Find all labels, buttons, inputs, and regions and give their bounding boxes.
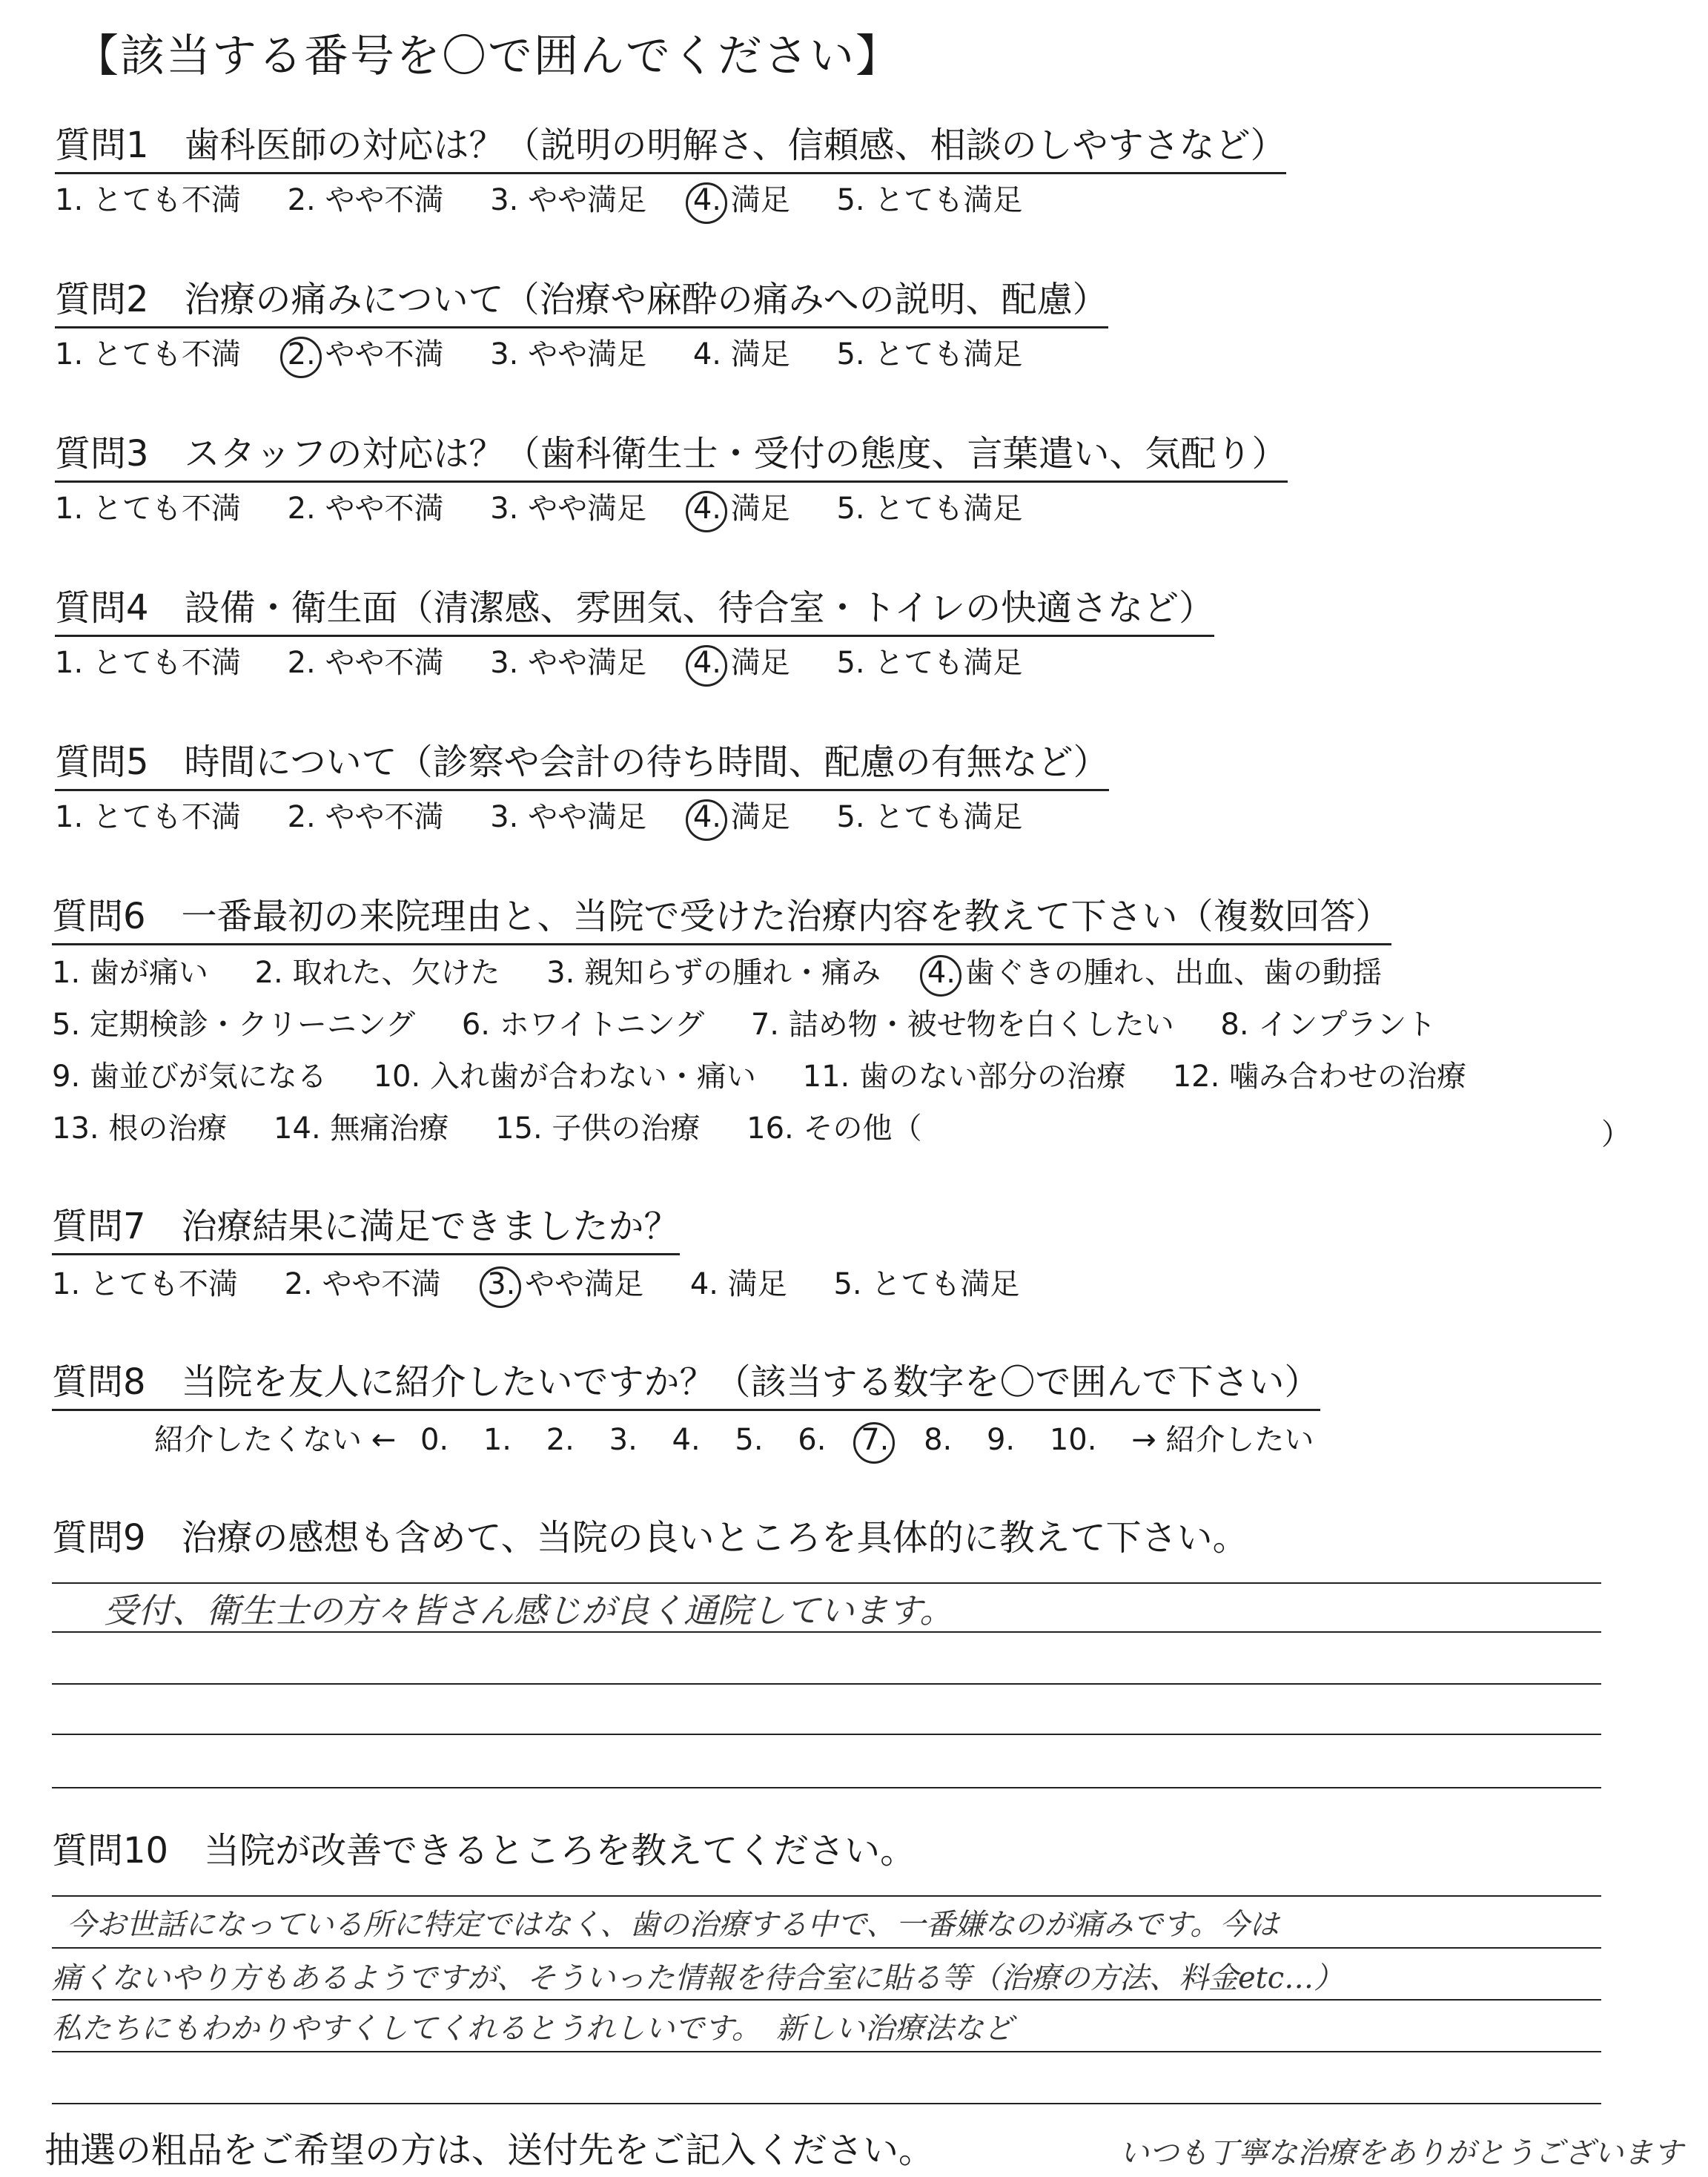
q10-answer-line-4 [52,2051,1601,2052]
q6-option-15[interactable]: 15. 子供の治療 [495,1111,701,1146]
q8-option-3[interactable]: 3. [609,1423,638,1457]
q10-answer-line-3 [52,1999,1601,2001]
question-6-label: 質問6 一番最初の来院理由と、当院で受けた治療内容を教えて下さい（複数回答） [52,896,1391,945]
q10-answer-line-2 [52,1947,1601,1949]
q6-option-3[interactable]: 3. 親知らずの腫れ・痛み [546,956,881,990]
q8-option-0[interactable]: 0. [420,1423,449,1457]
q3-option-4[interactable]: 4. 満足 [692,492,790,526]
q10-handwritten-line-2[interactable]: 痛くないやり方もあるようですが、そういった情報を待合室に貼る等（治療の方法、料金etc…） [52,1961,1344,1995]
q3-option-2[interactable]: 2. やや不満 [287,492,444,526]
q7-option-4[interactable]: 4. 満足 [689,1267,787,1301]
q5-option-2[interactable]: 2. やや不満 [287,800,444,834]
q10-answer-line-1 [52,1895,1601,1897]
footer-prize-label: 抽選の粗品をご希望の方は、送付先をご記入ください。 [44,2130,935,2171]
q8-right-label: → 紹介したい [1131,1423,1314,1457]
q4-option-4[interactable]: 4. 満足 [692,646,790,680]
q9-answer-line-2 [52,1631,1601,1633]
question-8-label: 質問8 当院を友人に紹介したいですか？（該当する数字を〇で囲んで下さい） [52,1361,1320,1411]
q6-option-16[interactable]: 16. その他（ [747,1111,922,1146]
q8-option-1[interactable]: 1. [483,1423,512,1457]
q8-option-7[interactable]: 7. [861,1423,890,1457]
question-4-label: 質問4 設備・衛生面（清潔感、雰囲気、待合室・トイレの快適さなど） [55,587,1214,637]
question-7-label: 質問7 治療結果に満足できましたか？ [52,1206,680,1255]
q9-handwritten-answer[interactable]: 受付、衛生士の方々皆さん感じが良く通院しています。 [104,1590,954,1631]
q6-option-2[interactable]: 2. 取れた、欠けた [254,956,500,990]
question-1-options [55,182,1059,218]
question-3-label: 質問3 スタッフの対応は？（歯科衛生士・受付の態度、言葉遣い、気配り） [55,433,1288,483]
q10-handwritten-line-3[interactable]: 私たちにもわかりやすくしてくれるとうれしいです。 新しい治療法など [52,2012,1013,2046]
q10-handwritten-line-1[interactable]: 今お世話になっている所に特定ではなく、歯の治療する中で、一番嫌なのが痛みです。今は [67,1908,1280,1942]
q6-option-1[interactable]: 1. 歯が痛い [52,956,208,990]
form-title: 【該当する番号を〇で囲んでください】 [74,30,901,82]
q7-option-1[interactable]: 1. とても不満 [52,1267,238,1301]
q1-option-4[interactable]: 4. 満足 [692,183,790,217]
q1-option-3[interactable]: 3. やや満足 [490,183,647,217]
q9-answer-line-5 [52,1787,1601,1788]
q8-option-9[interactable]: 9. [986,1423,1016,1457]
question-6-row-3 [52,1059,1503,1094]
q6-option-12[interactable]: 12. 噛み合わせの治療 [1172,1060,1467,1094]
q6-option-11[interactable]: 11. 歯のない部分の治療 [802,1060,1126,1094]
question-5-label: 質問5 時間について（診察や会計の待ち時間、配慮の有無など） [55,741,1109,791]
q6-option-5[interactable]: 5. 定期検診・クリーニング [52,1008,416,1042]
question-5-options [55,799,1059,835]
q3-option-5[interactable]: 5. とても満足 [836,492,1023,526]
q8-option-4[interactable]: 4. [672,1423,701,1457]
q5-option-1[interactable]: 1. とても不満 [55,800,241,834]
q6-other-close-paren: ） [1601,1117,1631,1152]
q5-option-3[interactable]: 3. やや満足 [490,800,647,834]
question-10-label: 質問10 当院が改善できるところを教えてください。 [52,1830,916,1872]
q8-option-8[interactable]: 8. [924,1423,953,1457]
question-6-row-1 [52,955,1419,991]
question-7-options [52,1266,1056,1302]
q8-left-label: 紹介したくない ← [154,1423,397,1457]
question-9-label: 質問9 治療の感想も含めて、当院の良いところを具体的に教えて下さい。 [52,1517,1248,1559]
question-2-options [55,337,1059,372]
q2-option-1[interactable]: 1. とても不満 [55,337,241,371]
q4-option-1[interactable]: 1. とても不満 [55,646,241,680]
question-6-row-4 [52,1111,959,1146]
q9-answer-line-3 [52,1683,1601,1685]
q7-option-3[interactable]: 3. やや満足 [487,1267,644,1301]
q3-option-3[interactable]: 3. やや満足 [490,492,647,526]
footer-handwritten-answer[interactable]: いつも丁寧な治療をありがとうございます [1119,2136,1683,2170]
q6-option-8[interactable]: 8. インプラント [1220,1008,1437,1042]
q5-option-4[interactable]: 4. 満足 [692,800,790,834]
question-1-label: 質問1 歯科医師の対応は？（説明の明解さ、信頼感、相談のしやすさなど） [55,125,1286,174]
q1-option-5[interactable]: 5. とても満足 [836,183,1023,217]
q7-option-5[interactable]: 5. とても満足 [833,1267,1020,1301]
q2-option-2[interactable]: 2. やや不満 [287,337,444,371]
q5-option-5[interactable]: 5. とても満足 [836,800,1023,834]
q8-option-5[interactable]: 5. [735,1423,764,1457]
question-3-options [55,491,1059,526]
q6-option-4[interactable]: 4. 歯ぐきの腫れ、出血、歯の動揺 [927,956,1383,990]
q6-option-9[interactable]: 9. 歯並びが気になる [52,1060,327,1094]
q6-option-14[interactable]: 14. 無痛治療 [274,1111,449,1146]
q9-answer-line-1 [52,1582,1601,1584]
question-6-row-2 [52,1007,1473,1043]
q7-option-2[interactable]: 2. やや不満 [284,1267,441,1301]
q8-option-10[interactable]: 10. [1049,1423,1097,1457]
q8-option-2[interactable]: 2. [546,1423,575,1457]
q6-option-6[interactable]: 6. ホワイトニング [461,1008,705,1042]
q8-option-6[interactable]: 6. [798,1423,827,1457]
q2-option-3[interactable]: 3. やや満足 [490,337,647,371]
q2-option-5[interactable]: 5. とても満足 [836,337,1023,371]
q1-option-1[interactable]: 1. とても不満 [55,183,241,217]
q9-answer-line-4 [52,1734,1601,1735]
question-4-options [55,645,1059,681]
q1-option-2[interactable]: 2. やや不満 [287,183,444,217]
q4-option-3[interactable]: 3. やや満足 [490,646,647,680]
q4-option-5[interactable]: 5. とても満足 [836,646,1023,680]
q6-option-13[interactable]: 13. 根の治療 [52,1111,228,1146]
q6-option-10[interactable]: 10. 入れ歯が合わない・痛い [373,1060,756,1094]
q2-option-4[interactable]: 4. 満足 [692,337,790,371]
question-8-scale [154,1422,1328,1458]
question-2-label: 質問2 治療の痛みについて（治療や麻酔の痛みへの説明、配慮） [55,279,1108,328]
q3-option-1[interactable]: 1. とても不満 [55,492,241,526]
q10-answer-line-5 [52,2103,1601,2104]
q6-option-7[interactable]: 7. 詰め物・被せ物を白くしたい [750,1008,1174,1042]
q4-option-2[interactable]: 2. やや不満 [287,646,444,680]
